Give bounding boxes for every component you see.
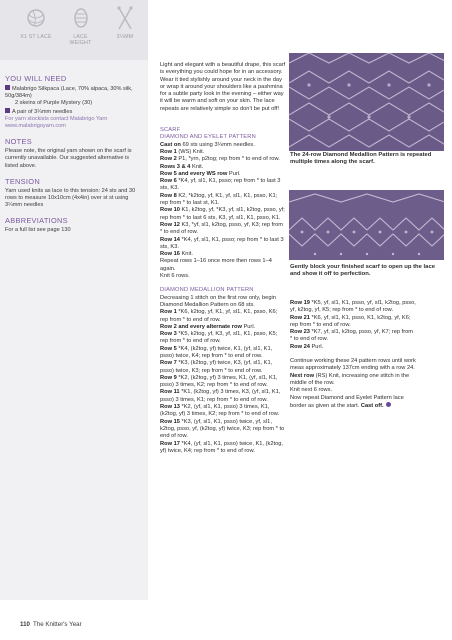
medallion-heading: DIAMOND MEDALLION PATTERN (160, 287, 254, 294)
knit6-text: Knit 6 rows. (160, 273, 190, 280)
pattern-row: Row 24 Purl. (290, 343, 324, 350)
tension-section (5, 177, 143, 210)
sidebar-content (5, 74, 143, 242)
pattern-row: Row 19 *K5, yf, sl1, K1, psso, yf, sl1, k2tog, psso, yf, k2tog, yf, K5; rep from * to end of row. (290, 300, 416, 314)
cast-off-text: Cast off. (360, 402, 384, 409)
pattern-row: Row 1 (WS) Knit. (160, 148, 205, 155)
pattern-row: Row 2 and every alternate row Purl. (160, 323, 256, 330)
lace-photo-medallion (289, 53, 444, 151)
medallion-intro: Decreasing 1 stitch on the first row only, begin Diamond Medallion Pattern on 68 sts. (160, 294, 276, 308)
next-row-line: Next row (RS) Knit, increasing one stitch in the middle of the row. (290, 372, 410, 386)
pattern-row: Row 7 *K3, (k2tog, yf) twice, K3, (yf, sl1, K1, psso) twice, K3; rep from * to end of row. (160, 360, 273, 374)
lace-border-image (289, 190, 444, 260)
notes-section (5, 137, 143, 170)
section-heading: NOTES (5, 137, 32, 147)
page-footer (20, 621, 82, 628)
bullet-square-icon (5, 85, 10, 90)
needles-text: A pair of 3¼mm needles (12, 108, 73, 115)
medallion-rows (160, 309, 286, 455)
gauge-stitch (18, 4, 54, 46)
pattern-row: Row 11 *K1, (k2tog, yf) 3 times, K3, (yf, sl1, K1, psso) 3 times, K1; rep from * to end of row. (160, 389, 281, 403)
gauge-panel (0, 0, 148, 60)
you-will-need-section (5, 74, 143, 130)
lace-photo-border (289, 190, 444, 260)
pattern-row: Row 8 K2, *k2tog, yf, K1, yf, sl1, K1, psso, K1; rep from * to last st, K1. (160, 192, 278, 207)
yarn-ball-icon (25, 4, 47, 34)
knitting-needles-icon (114, 4, 136, 34)
pattern-row: Row 21 *K6, yf, sl1, K1, psso, K1, k2tog, yf, K6; rep from * to end of row. (290, 314, 411, 328)
page-number: 110 (20, 621, 30, 628)
pattern-row: Row 16 Knit. (160, 251, 193, 258)
pattern-row: Row 2 P1, *yrn, p2tog; rep from * to end of row. (160, 156, 280, 163)
pattern-row: Row 15 *K3, (yf, sl1, K1, psso) twice, yf, sl1, k2tog, psso, yf, (k2tog, yf) twice, K3; rep from * to end of row. (160, 418, 285, 440)
abbreviations-text: For a full list see page 130 (5, 227, 71, 234)
gauge-label: X1 ST LACE (20, 34, 52, 40)
publication-title: The Knitter's Year (32, 621, 82, 628)
diamond-eyelet-heading: DIAMOND AND EYELET PATTERN (160, 134, 256, 141)
bullet-square-icon (5, 108, 10, 113)
pattern-row: Row 9 *K2, (k2tog, yf) 3 times, K1, (yf, sl1, K1, psso) 3 times, K2; rep from * to end of row. (160, 374, 278, 389)
tension-text: Yarn used knits as lace to this tension: 24 sts and 30 rows to measure 10x10cm (4x4in) over st st using 3¼mm needles (5, 187, 136, 209)
yarn-text: Malabrigo Silkpaca (Lace, 70% alpaca, 30% silk, 50g/384m) (5, 86, 133, 100)
section-heading: YOU WILL NEED (5, 74, 67, 83)
stockists-text: For yarn stockists contact Malabrigo Yarn www.malabrigoyarn.com (5, 115, 108, 130)
photo-caption-2: Gently block your finished scarf to open up the lace and show it off to perfection. (290, 264, 436, 278)
yarn-skein-icon (70, 4, 92, 34)
gauge-label: 3¼MM (116, 34, 134, 40)
end-marker-icon (386, 402, 391, 407)
col3-rows (290, 300, 416, 351)
pattern-row: Row 14 *K4, yf, sl1, K1, psso; rep from * to last 3 sts, K3. (160, 236, 284, 250)
pattern-row: Row 23 *K7, yf, sl1, k2tog, psso, yf, K7; rep from * to end of row. (290, 329, 413, 343)
lace-pattern-image (289, 53, 444, 151)
scarf-rows (160, 149, 286, 258)
pattern-row: Rows 3 & 4 Knit. (160, 163, 204, 170)
pattern-row: Row 13 *K2, (yf, sl1, K1, psso) 3 times, K1, (k2tog, yf) 3 times, K2; rep from * to end of row. (160, 404, 280, 418)
pattern-row: Row 12 K3, *yf, sl1, k2tog, psso, yf, K3; rep from * to end of row. (160, 221, 283, 236)
pattern-row: Row 6 *K4, yf, sl1, K1, psso; rep from * to last 3 sts, K3. (160, 178, 281, 192)
cast-on-line: Cast on 69 sts using 3¼mm needles. (160, 141, 255, 148)
intro-text: Light and elegant with a beautiful drape, this scarf is everything you could hope for in an accessory. Wear it tied stylishly around your neck in the day or wrap it around your shoulders like a pashmina for a subtle party look in the evening – either way it will be warm and soft on your skin. The lace repeats are relatively simple so don't be put off! (160, 62, 286, 112)
pattern-row: Row 3 *K5, k2tog, yf, K3, yf, sl1, K1, psso, K5; rep from * to end of row. (160, 331, 278, 345)
skeins-text: 2 skeins of Purple Mystery (30) (15, 100, 93, 107)
abbreviations-section (5, 216, 143, 234)
pattern-column-3 (290, 300, 416, 410)
repeat-text: Repeat rows 1–16 once more then rows 1–4 again. (160, 258, 272, 272)
gauge-row (18, 4, 143, 46)
notes-text: Please note, the original yarn shown on the scarf is currently unavailable. Our suggested alternative is listed above. (5, 148, 132, 169)
photo-caption-1: The 24-row Diamond Medallion Pattern is repeated multiple times along the scarf. (290, 152, 432, 166)
scarf-heading: SCARF (160, 127, 181, 134)
pattern-row: Row 5 *K4, (k2tog, yf) twice, K1, (yf, sl1, K1, psso) twice, K4; rep from * to end of row. (160, 345, 273, 359)
gauge-needles (107, 4, 143, 46)
pattern-row: Row 1 *K6, k2tog, yf, K1, yf, sl1, K1, psso, K6; rep from * to end of row. (160, 309, 278, 323)
gauge-label: LACE WEIGHT (69, 34, 92, 46)
pattern-column-1 (160, 62, 286, 455)
pattern-row: Row 5 and every WS row Purl. (160, 170, 241, 177)
gauge-weight (63, 4, 99, 46)
section-heading: TENSION (5, 176, 40, 186)
continue-text: Continue working these 24 pattern rows until work meas approximately 137cm ending with a row 24. (290, 358, 416, 372)
section-heading: ABBREVIATIONS (5, 216, 68, 226)
sidebar (0, 0, 148, 600)
pattern-row: Row 10 K1, k2tog, yf, *K3, yf, sl1, k2tog, psso, yf; rep from * to last 6 sts, K3, yf, sl1, K1, psso, K1. (160, 207, 285, 221)
repeat-border-line: Now repeat Diamond and Eyelet Pattern lace border as given at the start. Cast off. (290, 394, 404, 409)
pattern-row: Row 17 *K4, (yf, sl1, K1, psso) twice, K1, (k2tog, yf) twice, K4; rep from * to end of row. (160, 440, 283, 454)
knit-next-text: Knit next 6 rows. (290, 387, 333, 394)
